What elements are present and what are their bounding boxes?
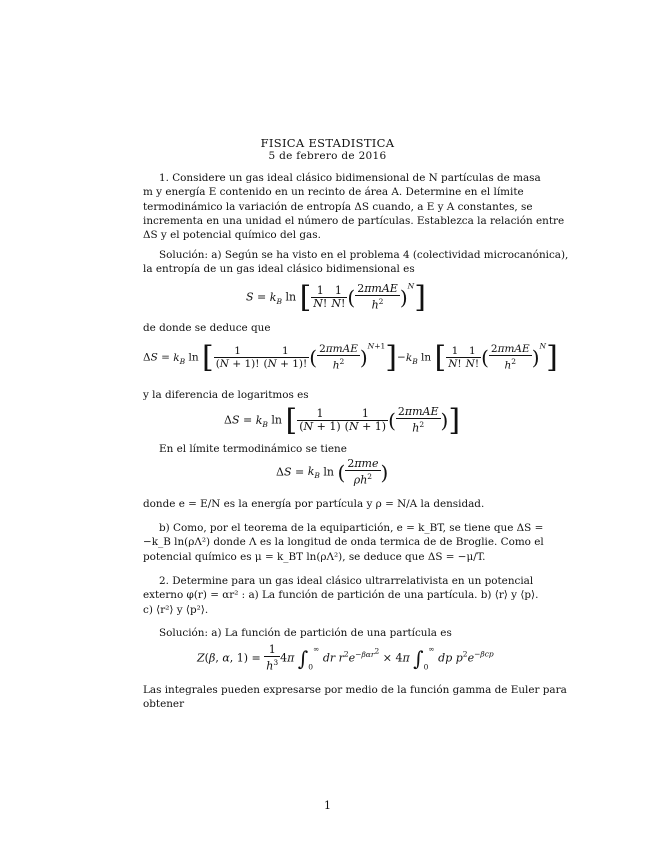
- problem-2-line: c) ⟨r²⟩ y ⟨p²⟩.: [143, 603, 209, 616]
- equation-log-difference: $\Delta S = k_B$ ln [ $\frac{1}{(N + 1)}$ $\frac{1}{(N + 1)}$ ( $\frac{\text{2πmAE}}{h^2}$ )]: [224, 403, 461, 438]
- text-line: En el límite termodinámico se tiene: [159, 443, 347, 455]
- problem-1-line: 1. Considere un gas ideal clásico bidimensional de N partículas de masa: [159, 172, 541, 184]
- equation-thermo-limit: $\Delta S = k_B$ ln ( $\frac{\text{2πme}}{\rho h^2}$ ): [276, 457, 389, 487]
- text-line: de donde se deduce que: [143, 322, 271, 334]
- part-b-line: potencial químico es μ = k_BT ln(ρΛ²), se deduce que ΔS = −μ/T.: [143, 550, 486, 563]
- part-b-line: b) Como, por el teorema de la equipartición, e = k_BT, se tiene que ΔS =: [159, 522, 544, 534]
- problem-2: [143, 574, 539, 617]
- solution-2-line: Solución: a) La función de partición de una partícula es: [159, 627, 452, 639]
- text-line: donde e = E/N es la energía por partícula y ρ = N/A la densidad.: [143, 498, 485, 510]
- solution-2-intro: [143, 626, 513, 640]
- solution-2-line: Las integrales pueden expresarse por medio de la función gamma de Euler para: [143, 684, 567, 696]
- document-title: FISICA ESTADISTICA: [260, 136, 395, 150]
- text-after-eq1: [143, 321, 513, 335]
- solution-2-after: [143, 683, 567, 712]
- page-number: 1: [324, 799, 331, 812]
- text-after-eq4: [143, 497, 513, 511]
- problem-1-line: ΔS y el potencial químico del gas.: [143, 229, 321, 242]
- problem-1: [143, 171, 565, 242]
- problem-1-line: m y energía E contenido en un recinto de área A. Determine en el límite: [143, 186, 524, 199]
- problem-2-line: externo φ(r) = αr² : a) La función de partición de una partícula. b) ⟨r⟩ y ⟨p⟩.: [143, 589, 539, 602]
- solution-1-part-b: [143, 521, 544, 564]
- equation-delta-s: $\Delta S = k_B$ ln [ $\frac{1}{(N + 1)!}$ $\frac{1}{(N + 1)!}$ ( $\frac{\text{2πmAE}}{h^2}$ )$^{N+1}]-k_B$ ln [ $\frac{1}{N!}$ $\frac{1}{N!}$ ( $\frac{\text{2πmAE}}{h^2}$ )$^N$]: [143, 340, 558, 375]
- text-after-eq3: [143, 442, 513, 456]
- solution-1-intro: [143, 248, 569, 277]
- document-date: 5 de febrero de 2016: [268, 150, 387, 162]
- part-b-line: −k_B ln(ρΛ²) donde Λ es la longitud de onda termica de de Broglie. Como el: [143, 536, 544, 549]
- solution-1-line: Solución: a) Según se ha visto en el problema 4 (colectividad microcanónica),: [159, 249, 569, 261]
- solution-2-line: obtener: [143, 698, 185, 711]
- text-after-eq2: [143, 388, 513, 402]
- problem-2-line: 2. Determine para un gas ideal clásico ultrarrelativista en un potencial: [159, 575, 534, 587]
- problem-1-line: incrementa en una unidad el número de partículas. Establezca la relación entre: [143, 214, 565, 227]
- problem-1-line: termodinámico la variación de entropía ΔS cuando, a E y A constantes, se: [143, 200, 533, 213]
- solution-1-line: la entropía de un gas ideal clásico bidimensional es: [143, 263, 415, 276]
- equation-partition-function: Z(β, α, 1) = $\frac{1}{h^3}$ 4π $\int_0^\infty$ dr $r^2e^{-\beta\alpha r^2} \times 4\pi$ $\int_0^\infty$ dp $p^2e^{-\beta cp}$: [197, 643, 494, 673]
- text-line: y la diferencia de logaritmos es: [143, 389, 309, 401]
- equation-entropy: $S = k_B$ ln [ $\frac{1}{N!}$ $\frac{1}{N!}$ ( $\frac{\text{2πmAE}}{h^2}$ )$^N$]: [246, 280, 426, 315]
